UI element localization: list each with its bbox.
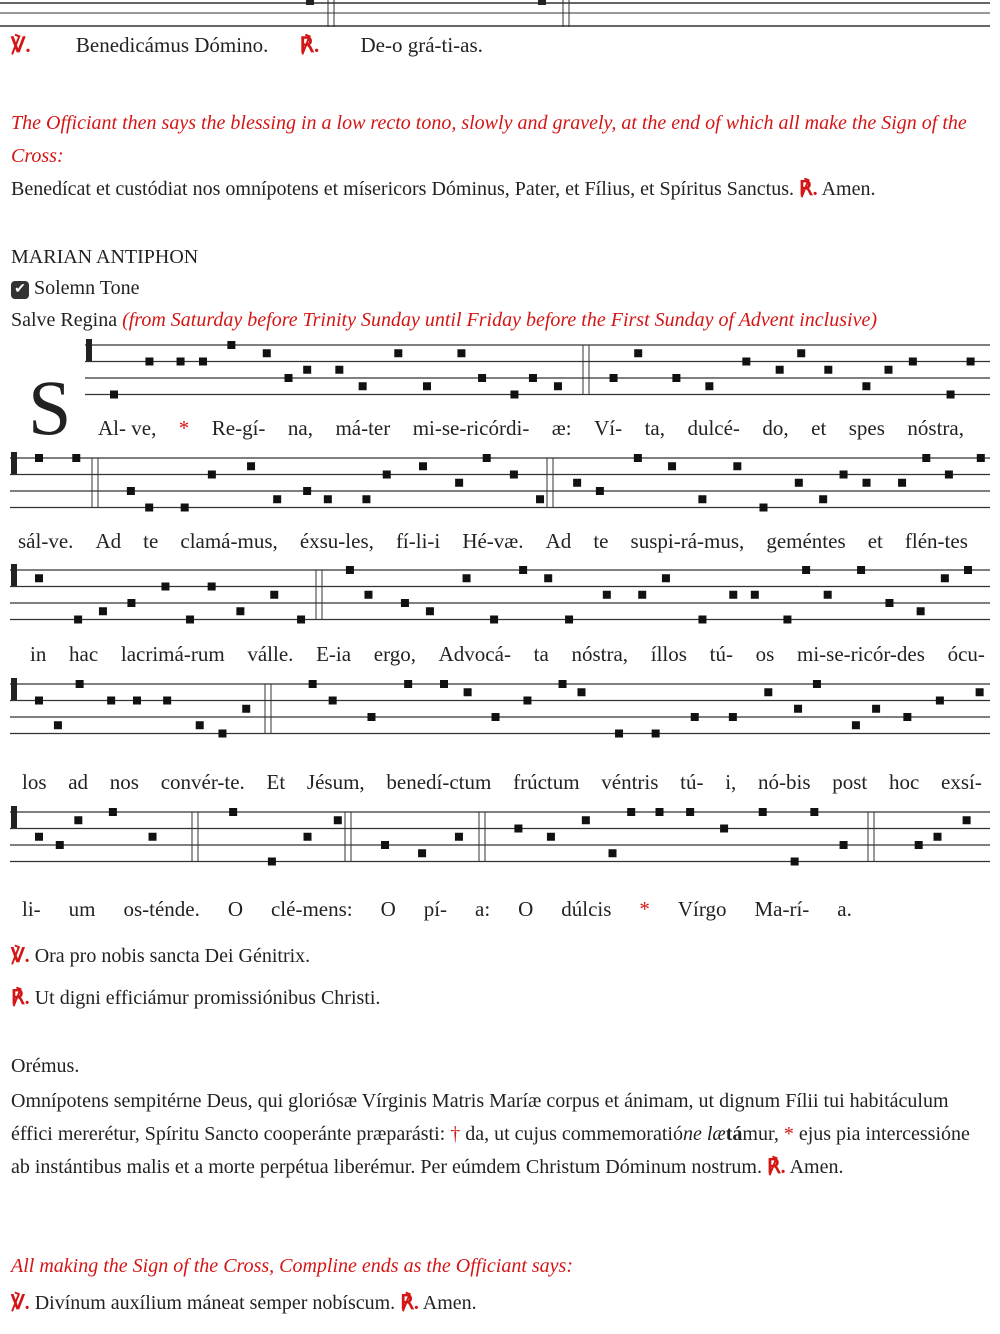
neume-note [577, 688, 585, 696]
asterisk-mark: * [639, 897, 650, 921]
neume-note [915, 841, 923, 849]
lyrics-line-4 [22, 770, 982, 795]
neume-note [519, 566, 527, 574]
response-symbol: ℟. [766, 1156, 786, 1178]
neume-note [652, 730, 660, 738]
neume-note [270, 591, 278, 599]
benedicamus-versicle [11, 33, 483, 58]
lyric-syllable: suspi-rá-mus, [630, 529, 745, 553]
lyric-syllable: sál-ve. [18, 529, 74, 553]
neume-note [909, 358, 917, 366]
lyric-syllable: nos [109, 770, 139, 794]
neume-note [794, 705, 802, 713]
neume-note [145, 504, 153, 512]
lyric-syllable: mi-se-ricór-des [797, 642, 925, 666]
neume-note [418, 849, 426, 857]
blessing-body: Benedícat et custódiat nos omnípotens et mísericors Dóminus, Pater, et Fílius, et Spíritus Sanctus. [11, 178, 794, 200]
lyric-syllable: E-ia [316, 642, 352, 666]
lyric-syllable: los [22, 770, 47, 794]
neume-note [490, 616, 498, 624]
antiphon-title [11, 309, 877, 332]
neume-note [729, 713, 737, 721]
neume-note [824, 366, 832, 374]
versicle-text: Benedicámus Dómino. [75, 33, 269, 57]
neume-note [668, 462, 676, 470]
neume-note [751, 591, 759, 599]
neume-note [672, 374, 680, 382]
lyric-syllable: convér-te. [160, 770, 245, 794]
neume-note [819, 495, 827, 503]
neume-note [334, 816, 342, 824]
neume-note [840, 471, 848, 479]
neume-note [54, 721, 62, 729]
lyric-syllable: dulcé- [687, 416, 740, 440]
lyric-syllable: nóstra, [571, 642, 629, 666]
c-clef-icon [11, 806, 17, 828]
neume-note [426, 607, 434, 615]
neume-note [565, 616, 573, 624]
neume-note [362, 495, 370, 503]
rubric-blessing: The Officiant then says the blessing in a low recto tono, slowly and gravely, at the end of which all make the Sign of the Cross: [11, 112, 967, 167]
lyric-syllable: Al- ve, [98, 416, 157, 440]
neume-note [196, 721, 204, 729]
lyric-syllable: nóstra, [907, 416, 964, 440]
neume-note [634, 349, 642, 357]
lyric-syllable: ta, [644, 416, 665, 440]
lyric-syllable: nó-bis [758, 770, 811, 794]
versicle-symbol: ℣. [11, 1292, 30, 1314]
antiphon-rubric: (from Saturday before Trinity Sunday until Friday before the First Sunday of Advent inclusive) [122, 309, 877, 331]
neume-note [297, 616, 305, 624]
neume-note [383, 471, 391, 479]
response-symbol: ℟. [299, 33, 320, 57]
lyric-syllable: frúctum [513, 770, 580, 794]
lyric-syllable: te [593, 529, 609, 553]
neume-note [324, 495, 332, 503]
neume-note [35, 697, 43, 705]
lyric-syllable: ad [68, 770, 89, 794]
lyric-syllable: li- [22, 897, 41, 921]
lyric-syllable: in [30, 642, 47, 666]
lyric-syllable: Vírgo [677, 897, 727, 921]
neume-note [455, 479, 463, 487]
chant-staff [0, 335, 1000, 405]
neume-note [976, 688, 984, 696]
lyric-syllable: lacrimá-rum [120, 642, 225, 666]
lyric-syllable: fí-li-i [395, 529, 441, 553]
neume-note [72, 454, 80, 462]
neume-note [698, 616, 706, 624]
antiphon-name: Salve Regina [11, 309, 118, 331]
neume-note [208, 583, 216, 591]
neume-note [304, 833, 312, 841]
neume-note [329, 697, 337, 705]
lyrics-line-3 [30, 642, 985, 667]
lyric-syllable: æ: [551, 416, 572, 440]
neume-note [109, 808, 117, 816]
neume-note [149, 833, 157, 841]
lyric-syllable: os [755, 642, 775, 666]
response-text: De-o grá-ti-as. [360, 33, 483, 57]
lyric-syllable: et [811, 416, 827, 440]
neume-note [964, 566, 972, 574]
neume-note [110, 391, 118, 399]
neume-note [229, 808, 237, 816]
neume-note [705, 382, 713, 390]
lyric-syllable: O [518, 897, 534, 921]
neume-note [963, 816, 971, 824]
neume-note [936, 697, 944, 705]
neume-note [177, 358, 185, 366]
neume-note [733, 462, 741, 470]
neume-note [797, 349, 805, 357]
chant-staff [0, 674, 1000, 744]
neume-note [720, 825, 728, 833]
amen: Amen. [422, 1292, 477, 1314]
neume-note [573, 479, 581, 487]
neume-note [691, 713, 699, 721]
lyric-syllable: spes [848, 416, 885, 440]
neume-note [638, 591, 646, 599]
neume-note [236, 607, 244, 615]
lyric-syllable: hoc [888, 770, 920, 794]
oremus: Orémus. [11, 1055, 80, 1077]
neume-note [423, 382, 431, 390]
lyric-syllable: tú- [709, 642, 733, 666]
neume-note [776, 366, 784, 374]
lyric-syllable: Et [266, 770, 286, 794]
chant-staff-partial [0, 0, 1000, 30]
neume-note [346, 566, 354, 574]
neume-note [242, 705, 250, 713]
neume-note [56, 841, 64, 849]
neume-note [35, 833, 43, 841]
neume-note [627, 808, 635, 816]
c-clef-icon [11, 564, 17, 586]
neume-note [536, 495, 544, 503]
lyric-syllable: véntris [601, 770, 659, 794]
neume-note [523, 697, 531, 705]
lyric-syllable: Ma-rí- [754, 897, 810, 921]
checkbox-checked-icon[interactable]: ✔ [11, 281, 29, 299]
lyric-syllable: a: [475, 897, 491, 921]
neume-note [186, 616, 194, 624]
neume-note [967, 358, 975, 366]
lyric-syllable: Ví- [594, 416, 623, 440]
neume-note [181, 504, 189, 512]
neume-note [802, 566, 810, 574]
collect-text: ejus pia intercessióne ab instántibus malis et a morte perpétua liberémur. Per eúmdem Christum Dóminum nostrum. [11, 1123, 970, 1178]
neume-note [263, 349, 271, 357]
lyric-syllable: Hé-væ. [462, 529, 524, 553]
neume-note [161, 583, 169, 591]
neume-note [510, 471, 518, 479]
neume-note [364, 591, 372, 599]
neume-note [303, 366, 311, 374]
collect [11, 1085, 986, 1184]
neume-note [686, 808, 694, 816]
lyrics-line-2 [18, 529, 968, 554]
asterisk-mark: * [783, 1123, 794, 1145]
lyric-syllable: Ad [95, 529, 122, 553]
amen: Amen. [789, 1156, 844, 1178]
response-text: Ut digni efficiámur promissiónibus Christi. [34, 987, 381, 1009]
neume-note [603, 591, 611, 599]
neume-note [76, 680, 84, 688]
neume-note [764, 688, 772, 696]
neume-note [359, 382, 367, 390]
neume-note [133, 697, 141, 705]
neume-note [529, 374, 537, 382]
lyric-syllable: íllos [650, 642, 687, 666]
neume-note [941, 574, 949, 582]
neume-note [303, 487, 311, 495]
neume-note [559, 680, 567, 688]
neume-note [544, 574, 552, 582]
collect-text: Omnípotens sempitérne Deus, qui gloriósæ Vírginis Matris Maríæ corpus et ánimam, ut dignum Fílii tui habitáculum éffici mererétur, Spíritu Sancto cooperánte præparásti: [11, 1090, 949, 1145]
neume-note [903, 713, 911, 721]
neume-note [478, 374, 486, 382]
neume-note [610, 374, 618, 382]
neume-note [401, 599, 409, 607]
neume-note [127, 487, 135, 495]
lyric-syllable: Jésum, [306, 770, 365, 794]
amen: Amen. [821, 178, 876, 200]
response [11, 985, 380, 1010]
neume-note [759, 504, 767, 512]
versicle-text: Ora pro nobis sancta Dei Génitrix. [34, 945, 311, 967]
chant-staff [0, 802, 1000, 872]
neume-note [463, 574, 471, 582]
neume-note [698, 495, 706, 503]
neume-note [145, 358, 153, 366]
neume-note [394, 349, 402, 357]
lyric-syllable: geméntes [766, 529, 846, 553]
blessing-text [11, 176, 875, 201]
neume-note [74, 616, 82, 624]
neume-note [840, 841, 848, 849]
lyrics-line-5 [22, 897, 852, 922]
neume-note [335, 366, 343, 374]
lyric-syllable: má-ter [335, 416, 391, 440]
neume-note [107, 697, 115, 705]
lyric-syllable: na, [287, 416, 313, 440]
response-symbol: ℟. [400, 1292, 419, 1314]
neume-note [862, 382, 870, 390]
lyric-syllable: hac [69, 642, 99, 666]
neume-note [99, 607, 107, 615]
neume-note [947, 391, 955, 399]
neume-note [492, 713, 500, 721]
neume-note [634, 454, 642, 462]
lyric-syllable: ócu- [947, 642, 985, 666]
lyric-syllable: exsí- [941, 770, 982, 794]
neume-note [127, 599, 135, 607]
neume-note [285, 374, 293, 382]
lyric-syllable: flén-tes [904, 529, 968, 553]
neume-note [791, 858, 799, 866]
neume-note [884, 366, 892, 374]
neume-note [381, 841, 389, 849]
collect-bold: tá [725, 1123, 743, 1145]
lyric-syllable: tú- [680, 770, 704, 794]
section-heading: MARIAN ANTIPHON [11, 246, 199, 268]
neume-note [783, 616, 791, 624]
neume-note [440, 680, 448, 688]
neume-note [35, 454, 43, 462]
lyric-syllable: do, [762, 416, 789, 440]
lyric-syllable: post [832, 770, 868, 794]
neume-note [273, 495, 281, 503]
response-symbol: ℟. [799, 178, 818, 200]
lyric-syllable: O [380, 897, 396, 921]
neume-note [596, 487, 604, 495]
neume-note [863, 479, 871, 487]
neume-note [729, 591, 737, 599]
solemn-tone-label: Solemn Tone [34, 277, 140, 299]
neume-note [483, 454, 491, 462]
lyric-syllable: válle. [247, 642, 294, 666]
neume-note [582, 816, 590, 824]
lyric-syllable: Advocá- [438, 642, 511, 666]
collect-italic: ne læ [682, 1123, 726, 1145]
neume-note [404, 680, 412, 688]
neume-note [977, 454, 985, 462]
c-clef-icon [11, 452, 17, 474]
neume-note [554, 382, 562, 390]
lyric-syllable: dúlcis [561, 897, 612, 921]
versicle-text: Divínum auxílium máneat semper nobíscum. [34, 1292, 396, 1314]
neume-note [208, 471, 216, 479]
neume-note [857, 566, 865, 574]
chant-staff [0, 560, 1000, 630]
neume-note [218, 730, 226, 738]
neume-note [309, 680, 317, 688]
neume-note [547, 833, 555, 841]
lyric-syllable: pí- [423, 897, 448, 921]
neume-note [656, 808, 664, 816]
neume-note [227, 341, 235, 349]
neume-note [457, 349, 465, 357]
solemn-tone-checkbox[interactable] [11, 277, 139, 300]
lyric-syllable: O [227, 897, 243, 921]
neume-note [922, 454, 930, 462]
neume-note [945, 471, 953, 479]
response-symbol: ℟. [11, 987, 30, 1009]
lyric-syllable: clé-mens: [270, 897, 353, 921]
neume-note [615, 730, 623, 738]
c-clef-icon [86, 339, 92, 361]
lyric-syllable: um [68, 897, 96, 921]
neume-note [852, 721, 860, 729]
lyric-syllable: éxsu-les, [299, 529, 374, 553]
neume-note [367, 713, 375, 721]
lyric-syllable: te [143, 529, 159, 553]
lyric-syllable: i, [725, 770, 737, 794]
lyric-syllable: ta [533, 642, 549, 666]
neume-note [917, 607, 925, 615]
neume-note [933, 833, 941, 841]
lyric-syllable: os-ténde. [123, 897, 200, 921]
lyric-syllable: mi-se-ricórdi- [412, 416, 530, 440]
neume-note [455, 833, 463, 841]
neume-note [872, 705, 880, 713]
c-clef-icon [11, 678, 17, 700]
lyrics-line-1 [98, 416, 964, 441]
collect-text: da, ut cujus commemoratió [465, 1123, 683, 1145]
neume-note [247, 462, 255, 470]
chant-staff [0, 448, 1000, 518]
neume-note [824, 591, 832, 599]
lyric-syllable: a. [837, 897, 852, 921]
neume-note [199, 358, 207, 366]
neume-note [742, 358, 750, 366]
drop-cap: S [28, 364, 72, 451]
neume-note [662, 574, 670, 582]
neume-note [759, 808, 767, 816]
neume-note [74, 816, 82, 824]
neume-note [514, 825, 522, 833]
neume-note [35, 574, 43, 582]
neume-note [810, 808, 818, 816]
neume-note [898, 479, 906, 487]
lyric-syllable: benedí-ctum [386, 770, 492, 794]
collect-text: mur, [742, 1123, 779, 1145]
asterisk-mark: * [178, 416, 190, 440]
final-versicle [11, 1290, 477, 1315]
neume-note [609, 849, 617, 857]
neume-note [268, 858, 276, 866]
neume-note [795, 479, 803, 487]
versicle-symbol: ℣. [11, 33, 31, 57]
lyric-syllable: ergo, [373, 642, 416, 666]
lyric-syllable: Re-gí- [211, 416, 266, 440]
versicle-symbol: ℣. [11, 945, 30, 967]
rubric-end: All making the Sign of the Cross, Compline ends as the Officiant says: [11, 1255, 573, 1277]
neume-note [163, 697, 171, 705]
lyric-syllable: clamá-mus, [180, 529, 278, 553]
neume-note [813, 680, 821, 688]
neume-note [419, 462, 427, 470]
neume-note [885, 599, 893, 607]
neume-note [464, 688, 472, 696]
versicle [11, 943, 310, 968]
lyric-syllable: Ad [545, 529, 572, 553]
lyric-syllable: et [867, 529, 883, 553]
dagger-mark: † [450, 1123, 461, 1145]
neume-note [510, 391, 518, 399]
